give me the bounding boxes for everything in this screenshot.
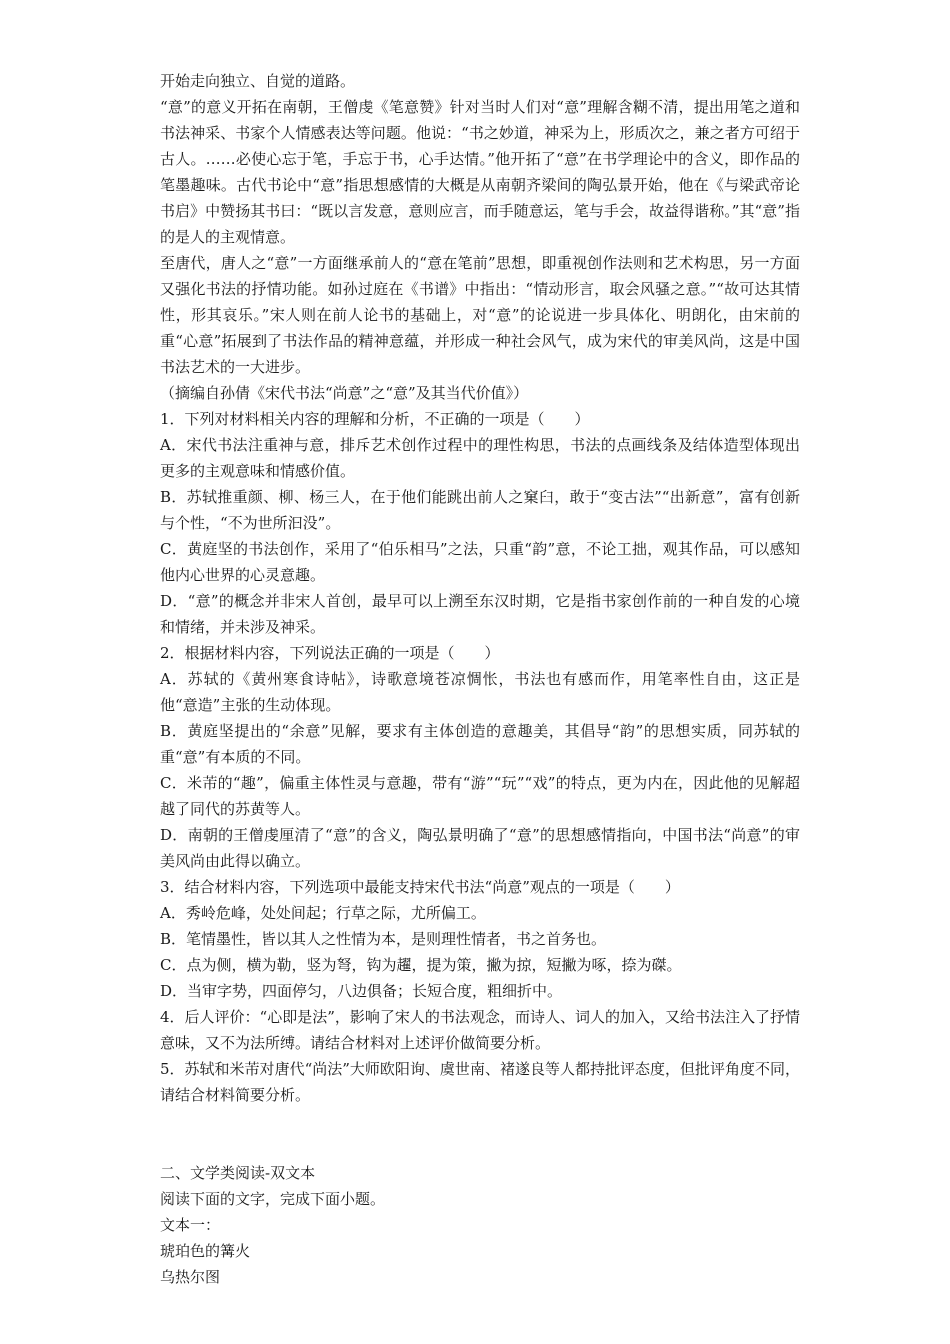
option-b: B．笔情墨性，皆以其人之性情为本，是则理性情者，书之首务也。 <box>160 930 607 948</box>
question-3 <box>160 874 800 1004</box>
section-spacer <box>160 1108 800 1160</box>
option-c: C．点为侧，横为勒，竖为弩，钩为趯，提为策，撇为掠，短撇为啄，捺为磔。 <box>160 956 682 974</box>
option-d: D．南朝的王僧虔厘清了“意”的含义，陶弘景明确了“意”的思想感情指向，中国书法“尚意”的审美风尚由此得以确立。 <box>160 826 800 870</box>
question-stem: 4．后人评价：“心即是法”，影响了宋人的书法观念，而诗人、词人的加入，又给书法注入了抒情意味，又不为法所缚。请结合材料对上述评价做简要分析。 <box>160 1008 800 1052</box>
question-5 <box>160 1056 800 1108</box>
question-stem: 5．苏轼和米芾对唐代“尚法”大师欧阳询、虞世南、褚遂良等人都持批评态度，但批评角度不同，请结合材料简要分析。 <box>160 1060 800 1104</box>
question-2 <box>160 640 800 874</box>
story-author: 乌热尔图 <box>160 1268 221 1286</box>
story-title: 琥珀色的篝火 <box>160 1242 251 1260</box>
option-d: D．“意”的概念并非宋人首创，最早可以上溯至东汉时期，它是指书家创作前的一种自发的心境和情绪，并未涉及神采。 <box>160 592 800 636</box>
section-heading: 二、文学类阅读-双文本 <box>160 1164 316 1182</box>
option-b: B．苏轼推重颜、柳、杨三人，在于他们能跳出前人之窠臼，敢于“变古法”“出新意”，富有创新与个性，“不为世所汩没”。 <box>160 488 800 532</box>
question-4 <box>160 1004 800 1056</box>
section-instruction: 阅读下面的文字，完成下面小题。 <box>160 1190 386 1208</box>
passage-paragraph: 至唐代，唐人之“意”一方面继承前人的“意在笔前”思想，即重视创作法则和艺术构思，另一方面又强化书法的抒情功能。如孙过庭在《书谱》中指出：“情动形言，取会风骚之意。”“故可达其情性，形其哀乐。”宋人则在前人论书的基础上，对“意”的论说进一步具体化、明朗化，由宋前的重“心意”拓展到了书法作品的精神意蕴，并形成一种社会风气，成为宋代的审美风尚，这是中国书法艺术的一大进步。 <box>160 254 800 376</box>
question-stem: 2．根据材料内容，下列说法正确的一项是（ ） <box>160 644 500 662</box>
section-2 <box>160 1160 800 1290</box>
source-citation: （摘编自孙倩《宋代书法“尚意”之“意”及其当代价值》） <box>160 384 529 402</box>
option-d: D．当审字势，四面停匀，八边俱备；长短合度，粗细折中。 <box>160 982 563 1000</box>
passage-paragraph: “意”的意义开拓在南朝，王僧虔《笔意赞》针对当时人们对“意”理解含糊不清，提出用笔之道和书法神采、书家个人情感表达等问题。他说：“书之妙道，神采为上，形质次之，兼之者方可绍于古人。……必使心忘于笔，手忘于书，心手达情。”他开拓了“意”在书学理论中的含义，即作品的笔墨趣味。古代书论中“意”指思想感情的大概是从南朝齐梁间的陶弘景开始，他在《与梁武帝论书启》中赞扬其书曰：“既以言发意，意则应言，而手随意运，笔与手会，故益得谐称。”其“意”指的是人的主观情意。 <box>160 98 800 246</box>
option-c: C．米芾的“趣”，偏重主体性灵与意趣，带有“游”“玩”“戏”的特点，更为内在，因此他的见解超越了同代的苏黄等人。 <box>160 774 800 818</box>
question-stem: 3．结合材料内容，下列选项中最能支持宋代书法“尚意”观点的一项是（ ） <box>160 878 680 896</box>
option-a: A．苏轼的《黄州寒食诗帖》，诗歌意境苍凉惆怅，书法也有感而作，用笔率性自由，这正是他“意造”主张的生动体现。 <box>160 670 800 714</box>
text-label: 文本一： <box>160 1216 221 1234</box>
option-c: C．黄庭坚的书法创作，采用了“伯乐相马”之法，只重“韵”意，不论工拙，观其作品，可以感知他内心世界的心灵意趣。 <box>160 540 800 584</box>
option-b: B．黄庭坚提出的“余意”见解，要求有主体创造的意趣美，其倡导“韵”的思想实质，同苏轼的重“意”有本质的不同。 <box>160 722 800 766</box>
option-a: A．宋代书法注重神与意，排斥艺术创作过程中的理性构思，书法的点画线条及结体造型体现出更多的主观意味和情感价值。 <box>160 436 800 480</box>
passage-paragraph: 开始走向独立、自觉的道路。 <box>160 72 356 90</box>
question-stem: 1．下列对材料相关内容的理解和分析，不正确的一项是（ ） <box>160 410 590 428</box>
question-1 <box>160 406 800 640</box>
passage <box>160 68 800 406</box>
option-a: A．秀岭危峰，处处间起；行草之际，尤所偏工。 <box>160 904 486 922</box>
